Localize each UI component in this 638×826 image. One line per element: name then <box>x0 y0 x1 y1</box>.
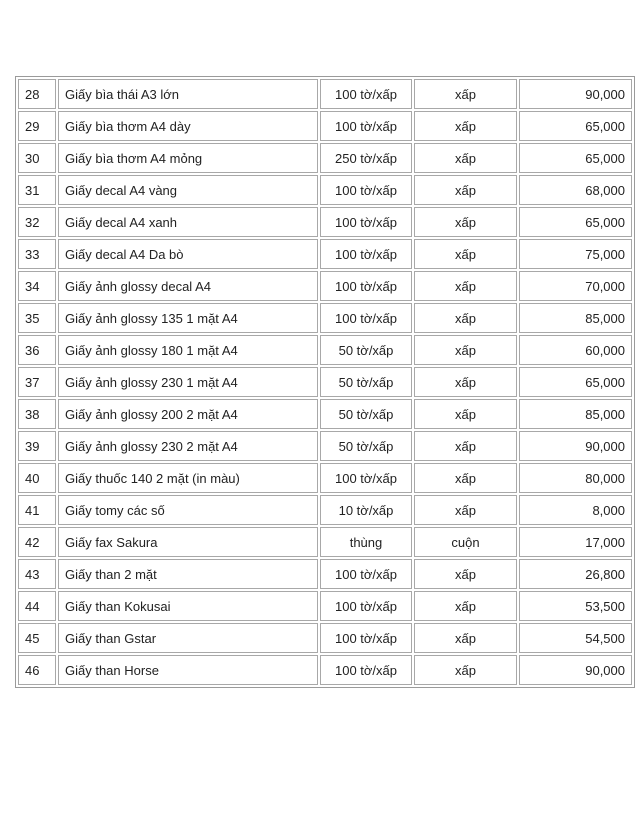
row-number-cell: 41 <box>18 495 56 525</box>
table-row <box>18 591 632 621</box>
row-number-cell: 32 <box>18 207 56 237</box>
price-cell: 65,000 <box>519 367 632 397</box>
packaging-cell: 100 tờ/xấp <box>320 79 412 109</box>
packaging-cell: 100 tờ/xấp <box>320 591 412 621</box>
table-row <box>18 463 632 493</box>
table-row <box>18 143 632 173</box>
price-cell: 85,000 <box>519 399 632 429</box>
row-number-cell: 33 <box>18 239 56 269</box>
product-name-cell: Giấy decal A4 xanh <box>58 207 318 237</box>
product-name-cell: Giấy ảnh glossy 200 2 mặt A4 <box>58 399 318 429</box>
table-row <box>18 495 632 525</box>
price-cell: 53,500 <box>519 591 632 621</box>
table-row <box>18 303 632 333</box>
product-name-cell: Giấy decal A4 vàng <box>58 175 318 205</box>
unit-cell: xấp <box>414 655 517 685</box>
packaging-cell: 100 tờ/xấp <box>320 463 412 493</box>
row-number-cell: 29 <box>18 111 56 141</box>
packaging-cell: 100 tờ/xấp <box>320 623 412 653</box>
packaging-cell: 250 tờ/xấp <box>320 143 412 173</box>
unit-cell: xấp <box>414 239 517 269</box>
table-row <box>18 527 632 557</box>
price-cell: 17,000 <box>519 527 632 557</box>
price-cell: 80,000 <box>519 463 632 493</box>
table-row <box>18 559 632 589</box>
packaging-cell: 50 tờ/xấp <box>320 335 412 365</box>
product-name-cell: Giấy ảnh glossy 230 1 mặt A4 <box>58 367 318 397</box>
price-table-body <box>18 79 632 685</box>
price-cell: 85,000 <box>519 303 632 333</box>
product-name-cell: Giấy fax Sakura <box>58 527 318 557</box>
packaging-cell: thùng <box>320 527 412 557</box>
product-name-cell: Giấy tomy các số <box>58 495 318 525</box>
product-name-cell: Giấy ảnh glossy 180 1 mặt A4 <box>58 335 318 365</box>
paper-price-table <box>15 76 635 688</box>
packaging-cell: 100 tờ/xấp <box>320 207 412 237</box>
unit-cell: xấp <box>414 143 517 173</box>
table-row <box>18 623 632 653</box>
row-number-cell: 37 <box>18 367 56 397</box>
product-name-cell: Giấy ảnh glossy 230 2 mặt A4 <box>58 431 318 461</box>
product-name-cell: Giấy bìa thơm A4 mỏng <box>58 143 318 173</box>
row-number-cell: 46 <box>18 655 56 685</box>
row-number-cell: 44 <box>18 591 56 621</box>
product-name-cell: Giấy than Kokusai <box>58 591 318 621</box>
table-row <box>18 655 632 685</box>
product-name-cell: Giấy ảnh glossy 135 1 mặt A4 <box>58 303 318 333</box>
unit-cell: xấp <box>414 431 517 461</box>
row-number-cell: 34 <box>18 271 56 301</box>
product-name-cell: Giấy ảnh glossy decal A4 <box>58 271 318 301</box>
unit-cell: xấp <box>414 175 517 205</box>
product-name-cell: Giấy thuốc 140 2 mặt (in màu) <box>58 463 318 493</box>
row-number-cell: 28 <box>18 79 56 109</box>
row-number-cell: 38 <box>18 399 56 429</box>
table-row <box>18 175 632 205</box>
price-cell: 68,000 <box>519 175 632 205</box>
product-name-cell: Giấy than Gstar <box>58 623 318 653</box>
product-name-cell: Giấy bìa thái A3 lớn <box>58 79 318 109</box>
row-number-cell: 42 <box>18 527 56 557</box>
table-row <box>18 271 632 301</box>
packaging-cell: 10 tờ/xấp <box>320 495 412 525</box>
price-cell: 90,000 <box>519 79 632 109</box>
packaging-cell: 50 tờ/xấp <box>320 367 412 397</box>
price-cell: 54,500 <box>519 623 632 653</box>
table-row <box>18 239 632 269</box>
unit-cell: xấp <box>414 79 517 109</box>
price-cell: 75,000 <box>519 239 632 269</box>
unit-cell: xấp <box>414 207 517 237</box>
unit-cell: xấp <box>414 367 517 397</box>
row-number-cell: 31 <box>18 175 56 205</box>
unit-cell: xấp <box>414 591 517 621</box>
price-cell: 70,000 <box>519 271 632 301</box>
row-number-cell: 43 <box>18 559 56 589</box>
row-number-cell: 30 <box>18 143 56 173</box>
row-number-cell: 39 <box>18 431 56 461</box>
table-row <box>18 111 632 141</box>
price-cell: 60,000 <box>519 335 632 365</box>
packaging-cell: 100 tờ/xấp <box>320 303 412 333</box>
packaging-cell: 100 tờ/xấp <box>320 239 412 269</box>
unit-cell: xấp <box>414 559 517 589</box>
packaging-cell: 100 tờ/xấp <box>320 175 412 205</box>
price-cell: 65,000 <box>519 207 632 237</box>
price-cell: 65,000 <box>519 143 632 173</box>
unit-cell: xấp <box>414 399 517 429</box>
packaging-cell: 100 tờ/xấp <box>320 655 412 685</box>
table-row <box>18 399 632 429</box>
unit-cell: xấp <box>414 623 517 653</box>
packaging-cell: 100 tờ/xấp <box>320 271 412 301</box>
packaging-cell: 100 tờ/xấp <box>320 559 412 589</box>
unit-cell: xấp <box>414 335 517 365</box>
packaging-cell: 100 tờ/xấp <box>320 111 412 141</box>
product-name-cell: Giấy decal A4 Da bò <box>58 239 318 269</box>
row-number-cell: 35 <box>18 303 56 333</box>
row-number-cell: 36 <box>18 335 56 365</box>
product-name-cell: Giấy than Horse <box>58 655 318 685</box>
price-cell: 26,800 <box>519 559 632 589</box>
unit-cell: cuộn <box>414 527 517 557</box>
product-name-cell: Giấy bìa thơm A4 dày <box>58 111 318 141</box>
unit-cell: xấp <box>414 463 517 493</box>
table-row <box>18 335 632 365</box>
product-name-cell: Giấy than 2 mặt <box>58 559 318 589</box>
row-number-cell: 40 <box>18 463 56 493</box>
unit-cell: xấp <box>414 111 517 141</box>
table-row <box>18 431 632 461</box>
row-number-cell: 45 <box>18 623 56 653</box>
unit-cell: xấp <box>414 271 517 301</box>
unit-cell: xấp <box>414 495 517 525</box>
unit-cell: xấp <box>414 303 517 333</box>
price-cell: 8,000 <box>519 495 632 525</box>
packaging-cell: 50 tờ/xấp <box>320 431 412 461</box>
price-cell: 90,000 <box>519 431 632 461</box>
table-row <box>18 79 632 109</box>
table-row <box>18 367 632 397</box>
price-cell: 65,000 <box>519 111 632 141</box>
packaging-cell: 50 tờ/xấp <box>320 399 412 429</box>
table-row <box>18 207 632 237</box>
price-cell: 90,000 <box>519 655 632 685</box>
